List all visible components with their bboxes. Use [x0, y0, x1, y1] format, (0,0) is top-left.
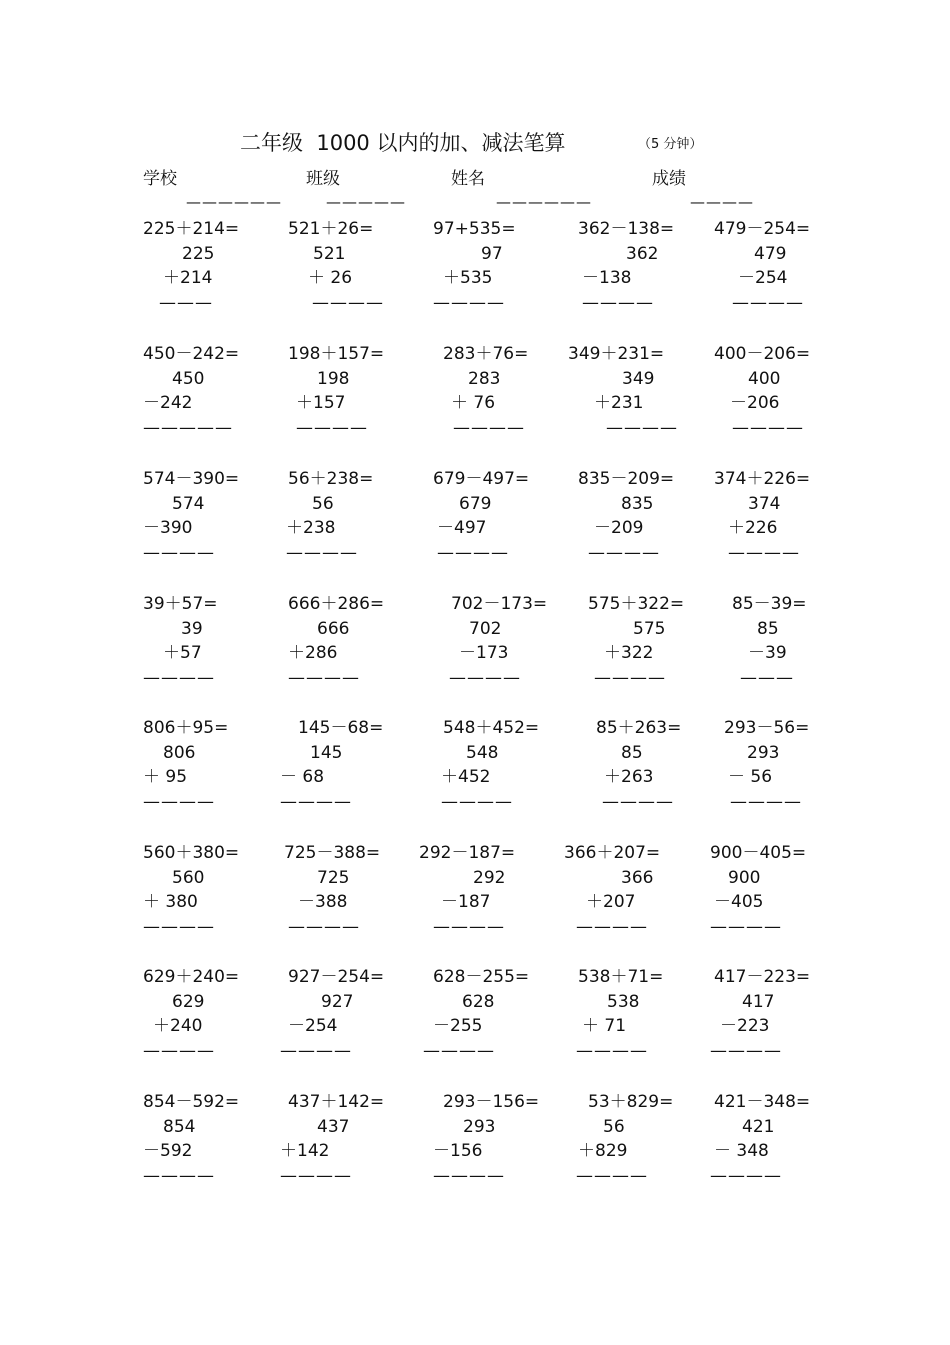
problem [710, 1092, 854, 1204]
problem [433, 346, 573, 456]
problem [433, 720, 573, 830]
problem-answer-line: ———— [588, 543, 660, 563]
problem-equation: 292－187= [419, 843, 516, 863]
problem-equation: 560＋380= [143, 843, 240, 863]
problem [578, 471, 718, 581]
problem-equation: 56＋238= [288, 469, 374, 489]
problem-answer-line: ———— [143, 543, 215, 563]
problem [433, 596, 573, 706]
problem-equation: 521＋26= [288, 219, 374, 239]
problem-equation: 702－173= [451, 594, 548, 614]
problem-answer-line: ——— [740, 668, 794, 688]
problem-top-number: 145 [310, 743, 343, 763]
problem [143, 471, 283, 581]
problem-answer-line: ———— [280, 1166, 352, 1186]
problem-equation: 629＋240= [143, 967, 240, 987]
problem [143, 969, 283, 1079]
problem-operator-line: ＋142 [280, 1141, 330, 1161]
problem-answer-line: ———— [732, 418, 804, 438]
problem-operator-line: －223 [720, 1016, 770, 1036]
problem-top-number: 560 [172, 868, 205, 888]
problem [710, 967, 854, 1079]
problem-equation: 450－242= [143, 344, 240, 364]
problem [564, 843, 718, 955]
problem [143, 221, 283, 331]
problem-operator-line: －254 [288, 1016, 338, 1036]
problem-answer-line: ———— [143, 917, 215, 937]
problem-answer-line: ———— [433, 293, 505, 313]
problem-answer-line: ———— [288, 917, 360, 937]
problem-operator-line: ＋231 [594, 393, 644, 413]
problem-answer-line: ———— [730, 792, 802, 812]
problem-operator-line: ＋207 [586, 892, 636, 912]
problem-answer-line: ———— [582, 293, 654, 313]
problem [714, 471, 854, 581]
problem-equation: 835－209= [578, 469, 675, 489]
problem-operator-line: －592 [143, 1141, 193, 1161]
problem-operator-line: ＋240 [153, 1016, 203, 1036]
problem-top-number: 927 [321, 992, 354, 1012]
problem [143, 596, 283, 706]
problem-answer-line: ———— [602, 792, 674, 812]
problem-equation: 97+535= [433, 219, 516, 239]
problem-equation: 574－390= [143, 469, 240, 489]
problem-operator-line: －497 [437, 518, 487, 538]
problem-answer-line: ———— [728, 543, 800, 563]
problem-operator-line: ＋157 [296, 393, 346, 413]
problem-answer-line: ———— [288, 668, 360, 688]
problem-equation: 85－39= [732, 594, 807, 614]
problem [578, 596, 718, 706]
problem-answer-line: ———— [710, 917, 782, 937]
problem-operator-line: － 348 [714, 1141, 769, 1161]
problem [288, 346, 428, 456]
problem-equation: 283＋76= [443, 344, 529, 364]
school-label: 学校 [143, 169, 177, 189]
problem-equation: 39＋57= [143, 594, 218, 614]
problem-top-number: 521 [313, 244, 346, 264]
name-label: 姓名 [451, 169, 485, 189]
problem-operator-line: ＋226 [728, 518, 778, 538]
problem [288, 471, 428, 581]
problem-operator-line: －242 [143, 393, 193, 413]
problem-answer-line: ———— [710, 1041, 782, 1061]
problem-top-number: 629 [172, 992, 205, 1012]
worksheet-title: 二年级 1000 以内的加、减法笔算 [240, 131, 566, 155]
problem-top-number: 283 [468, 369, 501, 389]
problem-equation: 679－497= [433, 469, 530, 489]
problem-operator-line: － 56 [728, 767, 773, 787]
problem-operator-line: ＋263 [604, 767, 654, 787]
problem-top-number: 575 [633, 619, 666, 639]
problem [714, 720, 854, 830]
problem-top-number: 400 [748, 369, 781, 389]
problem-top-number: 679 [459, 494, 492, 514]
problem-top-number: 97 [481, 244, 503, 264]
problem-top-number: 85 [757, 619, 779, 639]
problem-equation: 293－156= [443, 1092, 540, 1112]
problem-equation: 806＋95= [143, 718, 229, 738]
problem-top-number: 225 [182, 244, 215, 264]
problem-operator-line: －39 [748, 643, 787, 663]
problem-equation: 437＋142= [288, 1092, 385, 1112]
problem-top-number: 666 [317, 619, 350, 639]
problem-operator-line: ＋ 71 [582, 1016, 627, 1036]
problem-operator-line: ＋829 [578, 1141, 628, 1161]
problem-operator-line: －206 [730, 393, 780, 413]
problem-equation: 362－138= [578, 219, 675, 239]
class-blank: ————— [326, 193, 406, 211]
problem-answer-line: ———— [143, 668, 215, 688]
problem-top-number: 835 [621, 494, 654, 514]
problem [578, 969, 718, 1079]
problem-equation: 900－405= [710, 843, 807, 863]
problem [280, 967, 428, 1079]
problem [433, 471, 573, 581]
problem-answer-line: ———— [280, 1041, 352, 1061]
problem-answer-line: ———— [433, 917, 505, 937]
problem-operator-line: ＋214 [163, 268, 213, 288]
problem-top-number: 900 [728, 868, 761, 888]
name-blank: —————— [496, 193, 592, 211]
problem-top-number: 479 [754, 244, 787, 264]
problem [419, 843, 573, 955]
problem-operator-line: － 68 [280, 767, 325, 787]
problem [280, 718, 428, 830]
problem-operator-line: ＋ 380 [143, 892, 198, 912]
problem-answer-line: ———— [606, 418, 678, 438]
problem [568, 344, 718, 456]
problem-equation: 538＋71= [578, 967, 664, 987]
problem-operator-line: ＋286 [288, 643, 338, 663]
problem-top-number: 548 [466, 743, 499, 763]
problem-equation: 85＋263= [596, 718, 682, 738]
problem-equation: 53＋829= [588, 1092, 674, 1112]
problem-answer-line: ———— [143, 792, 215, 812]
problem [714, 221, 854, 331]
problem-answer-line: ———— [296, 418, 368, 438]
problem-equation: 293－56= [724, 718, 810, 738]
problem-equation: 927－254= [288, 967, 385, 987]
problem-top-number: 437 [317, 1117, 350, 1137]
problem [433, 1094, 573, 1204]
problem [578, 221, 718, 331]
problem-answer-line: ———— [312, 293, 384, 313]
problem-top-number: 85 [621, 743, 643, 763]
problem-top-number: 366 [621, 868, 654, 888]
problem-top-number: 854 [163, 1117, 196, 1137]
problem-equation: 666＋286= [288, 594, 385, 614]
problem-equation: 725－388= [284, 843, 381, 863]
problem-operator-line: ＋ 26 [308, 268, 353, 288]
problem-equation: 854－592= [143, 1092, 240, 1112]
problem [423, 967, 573, 1079]
problem-top-number: 292 [473, 868, 506, 888]
problem-operator-line: ＋57 [163, 643, 202, 663]
problem-answer-line: ———— [710, 1166, 782, 1186]
problem-answer-line: ———— [449, 668, 521, 688]
problem-top-number: 56 [603, 1117, 625, 1137]
problem-answer-line: ———— [423, 1041, 495, 1061]
problem-equation: 349＋231= [568, 344, 665, 364]
score-label: 成绩 [652, 169, 686, 189]
problem-top-number: 293 [463, 1117, 496, 1137]
problem-equation: 400－206= [714, 344, 811, 364]
problem [280, 1092, 428, 1204]
problem-equation: 628－255= [433, 967, 530, 987]
problem-operator-line: ＋452 [441, 767, 491, 787]
time-limit: （5 分钟） [638, 137, 703, 152]
problem-answer-line: ———— [732, 293, 804, 313]
problem-answer-line: ———— [576, 1166, 648, 1186]
problem-top-number: 538 [607, 992, 640, 1012]
school-blank: —————— [186, 193, 282, 211]
problem-answer-line: ———— [441, 792, 513, 812]
problem-answer-line: ———— [453, 418, 525, 438]
problem [288, 221, 428, 331]
score-blank: ———— [690, 193, 754, 211]
problem-top-number: 702 [469, 619, 502, 639]
problem-top-number: 628 [462, 992, 495, 1012]
problem [710, 843, 854, 955]
problem-top-number: 421 [742, 1117, 775, 1137]
problem-top-number: 450 [172, 369, 205, 389]
problem-operator-line: －254 [738, 268, 788, 288]
problem-operator-line: －156 [433, 1141, 483, 1161]
problem-top-number: 362 [626, 244, 659, 264]
problem-answer-line: ———— [576, 1041, 648, 1061]
problem-answer-line: ———— [594, 668, 666, 688]
problem [288, 596, 428, 706]
problem-top-number: 417 [742, 992, 775, 1012]
problem-equation: 421－348= [714, 1092, 811, 1112]
problem-top-number: 574 [172, 494, 205, 514]
problem-operator-line: －173 [459, 643, 509, 663]
problem-operator-line: ＋238 [286, 518, 336, 538]
problem-top-number: 374 [748, 494, 781, 514]
problem-equation: 225＋214= [143, 219, 240, 239]
problem-top-number: 198 [317, 369, 350, 389]
problem [433, 221, 573, 331]
problem-equation: 374＋226= [714, 469, 811, 489]
problem-top-number: 725 [317, 868, 350, 888]
problem-answer-line: ———— [576, 917, 648, 937]
problem-operator-line: ＋ 76 [451, 393, 496, 413]
problem-equation: 145－68= [298, 718, 384, 738]
problem-operator-line: －187 [441, 892, 491, 912]
problem-answer-line: ——— [159, 293, 213, 313]
problem-answer-line: ———— [143, 1166, 215, 1186]
problem-equation: 575＋322= [588, 594, 685, 614]
problem-answer-line: ———— [437, 543, 509, 563]
problem-operator-line: －209 [594, 518, 644, 538]
problem-answer-line: ———— [433, 1166, 505, 1186]
problem [143, 845, 283, 955]
problem-operator-line: －405 [714, 892, 764, 912]
problem [578, 720, 718, 830]
problem-answer-line: ———— [280, 792, 352, 812]
problem [714, 346, 854, 456]
problem-answer-line: ———— [286, 543, 358, 563]
problem-operator-line: ＋322 [604, 643, 654, 663]
problem-operator-line: －388 [298, 892, 348, 912]
problem-operator-line: ＋ 95 [143, 767, 188, 787]
problem-equation: 366＋207= [564, 843, 661, 863]
problem-operator-line: －390 [143, 518, 193, 538]
problem-operator-line: ＋535 [443, 268, 493, 288]
problem [284, 843, 428, 955]
problem-equation: 479－254= [714, 219, 811, 239]
problem-operator-line: －255 [433, 1016, 483, 1036]
problem-equation: 548＋452= [443, 718, 540, 738]
problem-answer-line: ————— [143, 418, 233, 438]
class-label: 班级 [306, 169, 340, 189]
problem [143, 346, 283, 456]
problem [143, 1094, 283, 1204]
problem-equation: 198＋157= [288, 344, 385, 364]
problem-top-number: 56 [312, 494, 334, 514]
problem-equation: 417－223= [714, 967, 811, 987]
problem-operator-line: －138 [582, 268, 632, 288]
problem-top-number: 39 [181, 619, 203, 639]
problem-top-number: 293 [747, 743, 780, 763]
problem [714, 596, 854, 706]
problem [143, 720, 283, 830]
problem-answer-line: ———— [143, 1041, 215, 1061]
problem [578, 1094, 718, 1204]
problem-top-number: 806 [163, 743, 196, 763]
problem-top-number: 349 [622, 369, 655, 389]
